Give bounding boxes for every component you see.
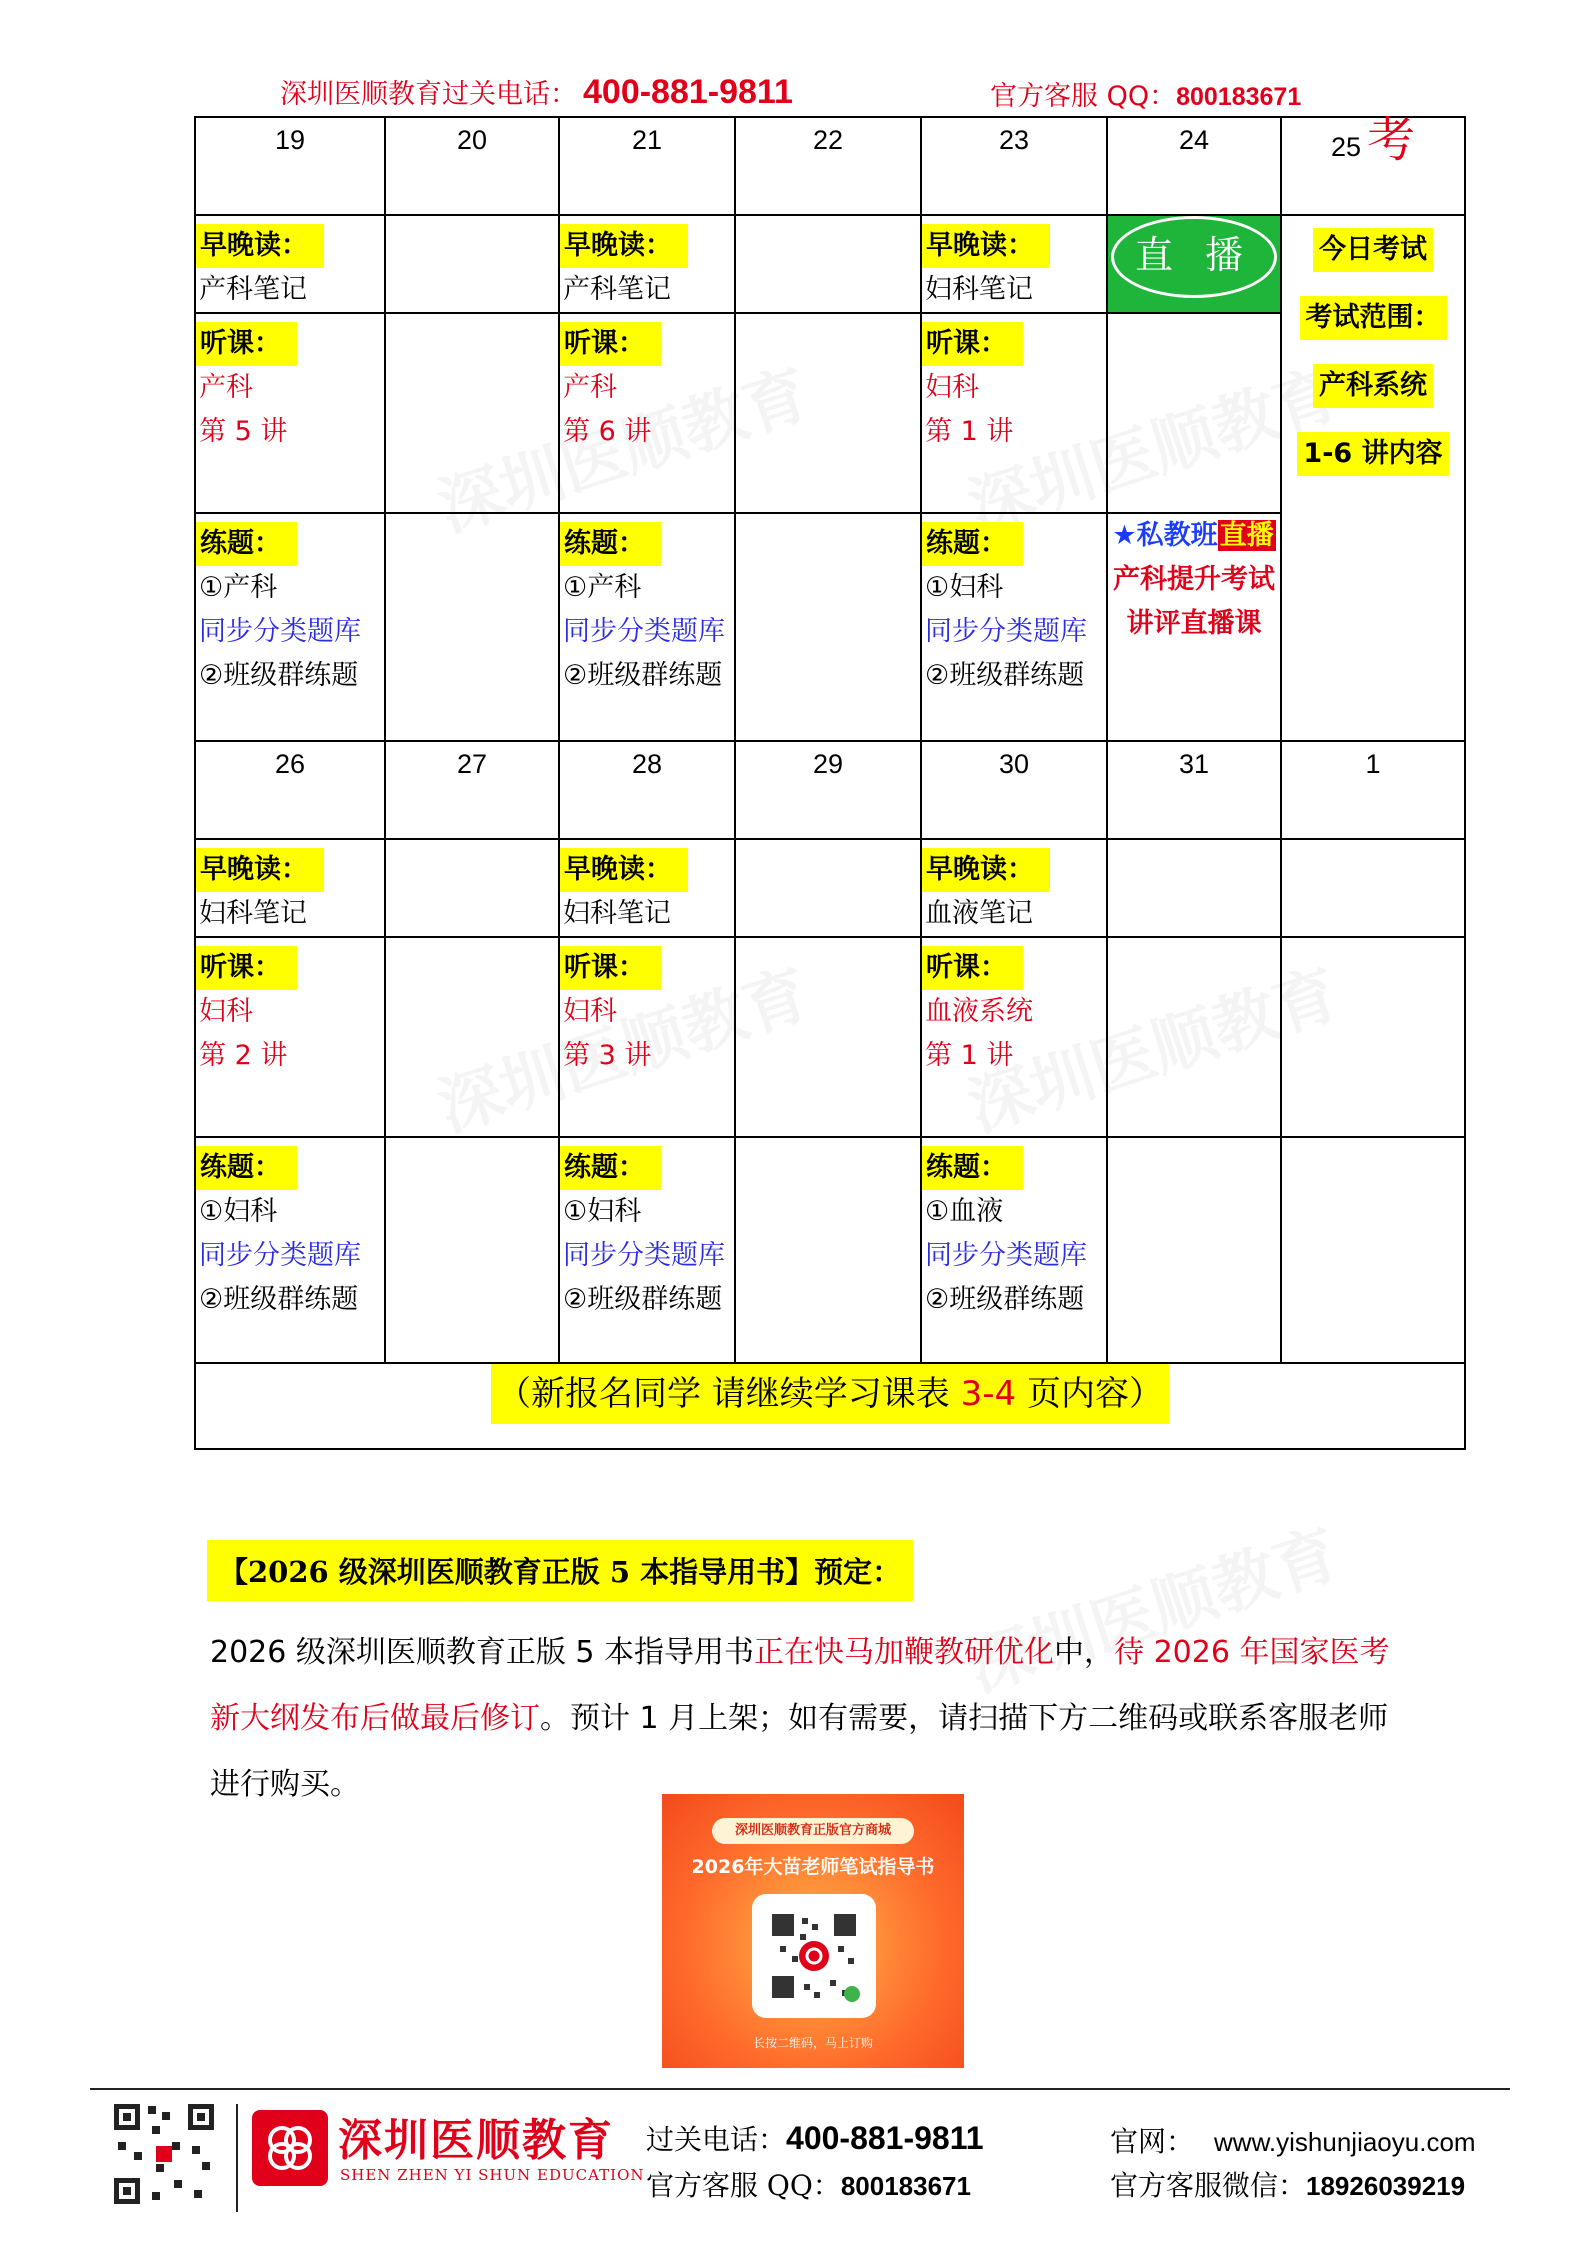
practice-cell — [385, 513, 559, 741]
book-qr-card[interactable] — [662, 1794, 964, 2068]
footer-divider — [90, 2088, 1510, 2090]
day-cell: 1 — [1281, 741, 1465, 839]
qq-number: 800183671 — [1176, 83, 1302, 111]
read-cell: 早晚读： 血液笔记 — [921, 839, 1107, 937]
practice-cell — [1107, 1137, 1281, 1363]
footer-phone: 过关电话：400-881-9811 — [646, 2120, 984, 2156]
lesson-cell — [1281, 937, 1465, 1137]
lesson-cell — [385, 937, 559, 1137]
phone-label: 深圳医顺教育过关电话： — [280, 79, 577, 110]
note-row — [195, 1363, 1465, 1449]
lesson-cell: 听课： 产科 第 6 讲 — [559, 313, 735, 513]
week1-read — [195, 215, 1465, 313]
week2-practice — [195, 1137, 1465, 1363]
day-cell: 29 — [735, 741, 921, 839]
practice-cell — [735, 513, 921, 741]
lesson-cell: 听课： 妇科 第 3 讲 — [559, 937, 735, 1137]
read-cell — [735, 839, 921, 937]
qr-card-bottom: 长按二维码，马上订购 — [752, 2036, 873, 2050]
exam-range: 1-6 讲内容 — [1297, 432, 1448, 476]
read-cell — [735, 215, 921, 313]
week1-practice — [195, 513, 1465, 741]
day-cell: 27 — [385, 741, 559, 839]
lesson-cell — [735, 313, 921, 513]
private-class-label: ★私教班 — [1112, 520, 1218, 551]
day-cell: 24 — [1107, 117, 1281, 215]
live-badge: 直 播 — [1111, 216, 1277, 298]
lesson-cell: 听课： 产科 第 5 讲 — [195, 313, 385, 513]
day-cell: 23 — [921, 117, 1107, 215]
day-cell-exam: 25 考 — [1281, 117, 1465, 215]
lesson-cell — [1107, 937, 1281, 1137]
day-cell: 21 — [559, 117, 735, 215]
day-cell: 31 — [1107, 741, 1281, 839]
footer-qq: 官方客服 QQ：800183671 — [646, 2169, 971, 2202]
page-header — [0, 72, 1587, 112]
brand-logo-icon — [252, 2110, 328, 2186]
footer-wechat: 官方客服微信：18926039219 — [1110, 2169, 1466, 2202]
note-cell: （新报名同学 请继续学习课表 3-4 页内容） — [195, 1363, 1465, 1449]
live-cell — [1107, 215, 1281, 313]
read-cell: 早晚读： 产科笔记 — [195, 215, 385, 313]
read-cell: 早晚读： 妇科笔记 — [921, 215, 1107, 313]
practice-cell: 练题： ①产科 同步分类题库 ②班级群练题 — [559, 513, 735, 741]
week2-read — [195, 839, 1465, 937]
book-title: 【2026 级深圳医顺教育正版 5 本指导用书】预定： — [207, 1540, 913, 1601]
lesson-cell — [1107, 313, 1281, 513]
practice-cell: 练题： ①妇科 同步分类题库 ②班级群练题 — [195, 1137, 385, 1363]
read-cell — [385, 215, 559, 313]
footer-qr-icon[interactable] — [112, 2102, 216, 2206]
study-calendar — [194, 112, 1466, 1450]
exam-mark: 考 — [1367, 112, 1416, 168]
exam-title: 今日考试 — [1313, 228, 1433, 272]
week1-lesson — [195, 313, 1465, 513]
practice-cell: 练题： ①产科 同步分类题库 ②班级群练题 — [195, 513, 385, 741]
read-cell: 早晚读： 妇科笔记 — [195, 839, 385, 937]
phone-number: 400-881-9811 — [583, 73, 793, 111]
day-cell: 19 — [195, 117, 385, 215]
practice-cell: 练题： ①血液 同步分类题库 ②班级群练题 — [921, 1137, 1107, 1363]
live-tag: 直播 — [1219, 520, 1274, 551]
footer-website[interactable]: 官网： www.yishunjiaoyu.com — [1110, 2125, 1476, 2158]
footer-brand-en: SHEN ZHEN YI SHUN EDUCATION — [340, 2166, 645, 2184]
lesson-cell — [735, 937, 921, 1137]
read-cell: 早晚读： 妇科笔记 — [559, 839, 735, 937]
practice-cell: 练题： ①妇科 同步分类题库 ②班级群练题 — [559, 1137, 735, 1363]
day-cell: 28 — [559, 741, 735, 839]
footer-separator — [236, 2104, 238, 2212]
read-cell — [1107, 839, 1281, 937]
read-cell — [1281, 839, 1465, 937]
qr-code-icon[interactable] — [752, 1894, 876, 2018]
practice-cell: 练题： ①妇科 同步分类题库 ②班级群练题 — [921, 513, 1107, 741]
practice-cell — [385, 1137, 559, 1363]
exam-cell — [1281, 215, 1465, 741]
lesson-cell: 听课： 妇科 第 1 讲 — [921, 313, 1107, 513]
week1-days — [195, 117, 1465, 215]
day-cell: 26 — [195, 741, 385, 839]
read-cell — [385, 839, 559, 937]
exam-scope: 产科系统 — [1313, 364, 1433, 408]
qq-label: 官方客服 QQ： — [990, 81, 1177, 112]
footer-brand: 深圳医顺教育 — [338, 2115, 614, 2166]
private-class-cell: ★私教班直播 产科提升考试 讲评直播课 — [1107, 513, 1281, 741]
week2-days — [195, 741, 1465, 839]
practice-cell — [1281, 1137, 1465, 1363]
lesson-cell: 听课： 妇科 第 2 讲 — [195, 937, 385, 1137]
qr-card-top: 深圳医顺教育正版官方商城 — [712, 1818, 914, 1844]
lesson-cell — [385, 313, 559, 513]
week2-lesson — [195, 937, 1465, 1137]
day-cell: 30 — [921, 741, 1107, 839]
practice-cell — [735, 1137, 921, 1363]
day-cell: 22 — [735, 117, 921, 215]
day-cell: 20 — [385, 117, 559, 215]
lesson-cell: 听课： 血液系统 第 1 讲 — [921, 937, 1107, 1137]
read-cell: 早晚读： 产科笔记 — [559, 215, 735, 313]
book-paragraph: 2026 级深圳医顺教育正版 5 本指导用书正在快马加鞭教研优化中，待 2026 年国家医考新大纲发布后做最后修订。预计 1 月上架；如有需要，请扫描下方二维码或联系客服老师进行购买。 — [210, 1635, 1390, 1802]
qr-card-title: 2026年大苗老师笔试指导书 — [691, 1856, 935, 1878]
exam-scope-label: 考试范围： — [1300, 296, 1447, 340]
